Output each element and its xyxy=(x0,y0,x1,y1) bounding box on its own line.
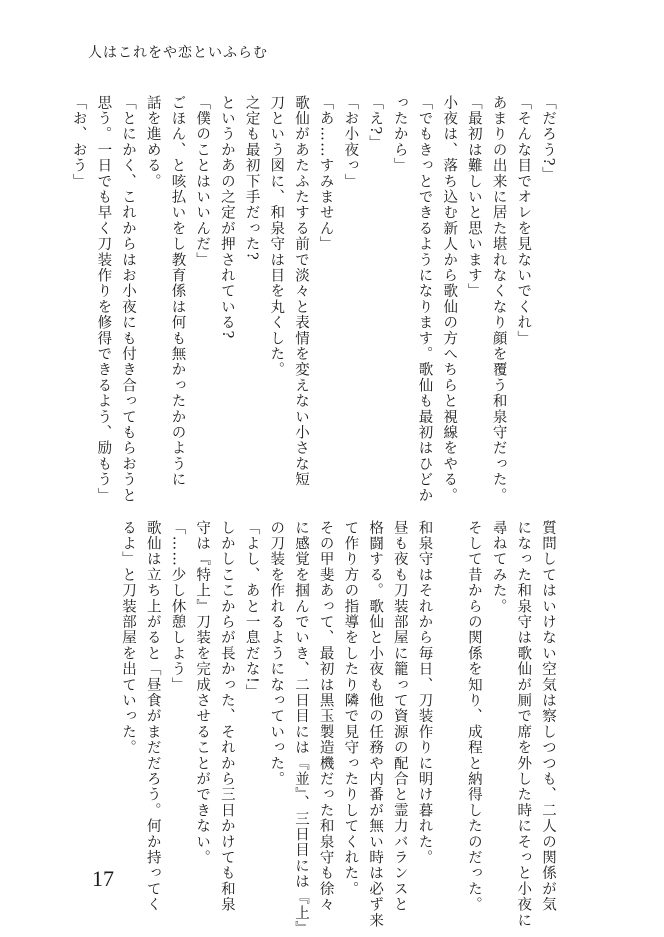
text-line: 之定も最初下手だった? xyxy=(243,95,260,261)
text-line: その甲斐あって、最初は黒玉製造機だった和泉守も徐々 xyxy=(317,520,334,913)
text-line: 「え?」 xyxy=(367,95,384,152)
text-line: 「そんな目でオレを見ないでくれ」 xyxy=(515,95,532,347)
text-line: 和泉守はそれから毎日、刀装作りに明け暮れた。 xyxy=(416,520,433,866)
text-line: あまりの出来に居た堪れなくなり顔を覆う和泉守だった。 xyxy=(490,95,507,504)
text-line: 歌仙があたふたする前で淡々と表情を変えない小さな短 xyxy=(292,95,309,488)
running-title: 人はこれをや恋といふらむ xyxy=(88,45,268,61)
text-line: 「……少し休憩しよう」 xyxy=(169,520,186,693)
text-line: というかあの之定が押されている? xyxy=(218,95,235,340)
text-line: 格闘する。歌仙と小夜も他の任務や内番が無い時は必ず来 xyxy=(367,520,384,929)
text-line: て作り方の指導をしたり隣で見守ったりしてくれた。 xyxy=(342,520,359,897)
text-line: 小夜は、落ち込む新人から歌仙の方へちらと視線をやる。 xyxy=(441,95,458,504)
text-line: 「よし、あと一息だな!」 xyxy=(243,520,260,700)
text-line: に感覚を掴んでいき、二日目には『並』、三日目には『上』 xyxy=(292,520,309,937)
text-line: の刀装を作れるようになっていった。 xyxy=(268,520,285,787)
text-line: ったから」 xyxy=(391,95,408,174)
text-block-top xyxy=(70,95,560,504)
text-line: 「お、おう」 xyxy=(70,95,87,190)
text-line: 「僕のことはいいんだ」 xyxy=(194,95,211,268)
text-line: そして昔からの関係を知り、成程と納得したのだった。 xyxy=(465,520,482,913)
text-line: 刀という図に、和泉守は目を丸くした。 xyxy=(268,95,285,378)
text-line: 「あ……すみません」 xyxy=(317,95,334,252)
text-line: 「でもきっとできるようになります。歌仙も最初はひどか xyxy=(416,95,433,504)
text-line: 尋ねてみた。 xyxy=(490,520,507,615)
text-line: 思う。一日でも早く刀装作りを修得できるよう、励もう」 xyxy=(95,95,112,504)
text-line: しかしここからが長かった、それから三日かけても和泉 xyxy=(218,520,235,913)
text-line: 昼も夜も刀装部屋に籠って資源の配合と霊力バランスと xyxy=(391,520,408,913)
text-line: 話を進める。 xyxy=(144,95,161,190)
text-block-bottom xyxy=(88,520,560,937)
text-line: 質問してはいけない空気は察しつつも、二人の関係が気 xyxy=(540,520,556,913)
text-line: になった和泉守は歌仙が厠で席を外した時にそっと小夜に xyxy=(515,520,532,929)
text-line: 「お小夜っ」 xyxy=(342,95,359,190)
text-line: るよ」と刀装部屋を出ていった。 xyxy=(120,520,137,756)
text-line xyxy=(436,520,461,880)
text-line: ごほん、と咳払いをし教育係は何も無かったかのように xyxy=(169,95,186,488)
text-line: 守は『特上』刀装を完成させることができない。 xyxy=(194,520,211,866)
text-line: 「最初は難しいと思います」 xyxy=(465,95,482,300)
text-line: 「だろう?」 xyxy=(540,95,556,183)
text-line: 「とにかく、これからはお小夜にも付き合ってもらおうと xyxy=(120,95,137,504)
text-line: 歌仙は立ち上がると「昼食がまだだろう。何か持ってく xyxy=(144,520,161,913)
page-number: 17 xyxy=(92,866,114,891)
